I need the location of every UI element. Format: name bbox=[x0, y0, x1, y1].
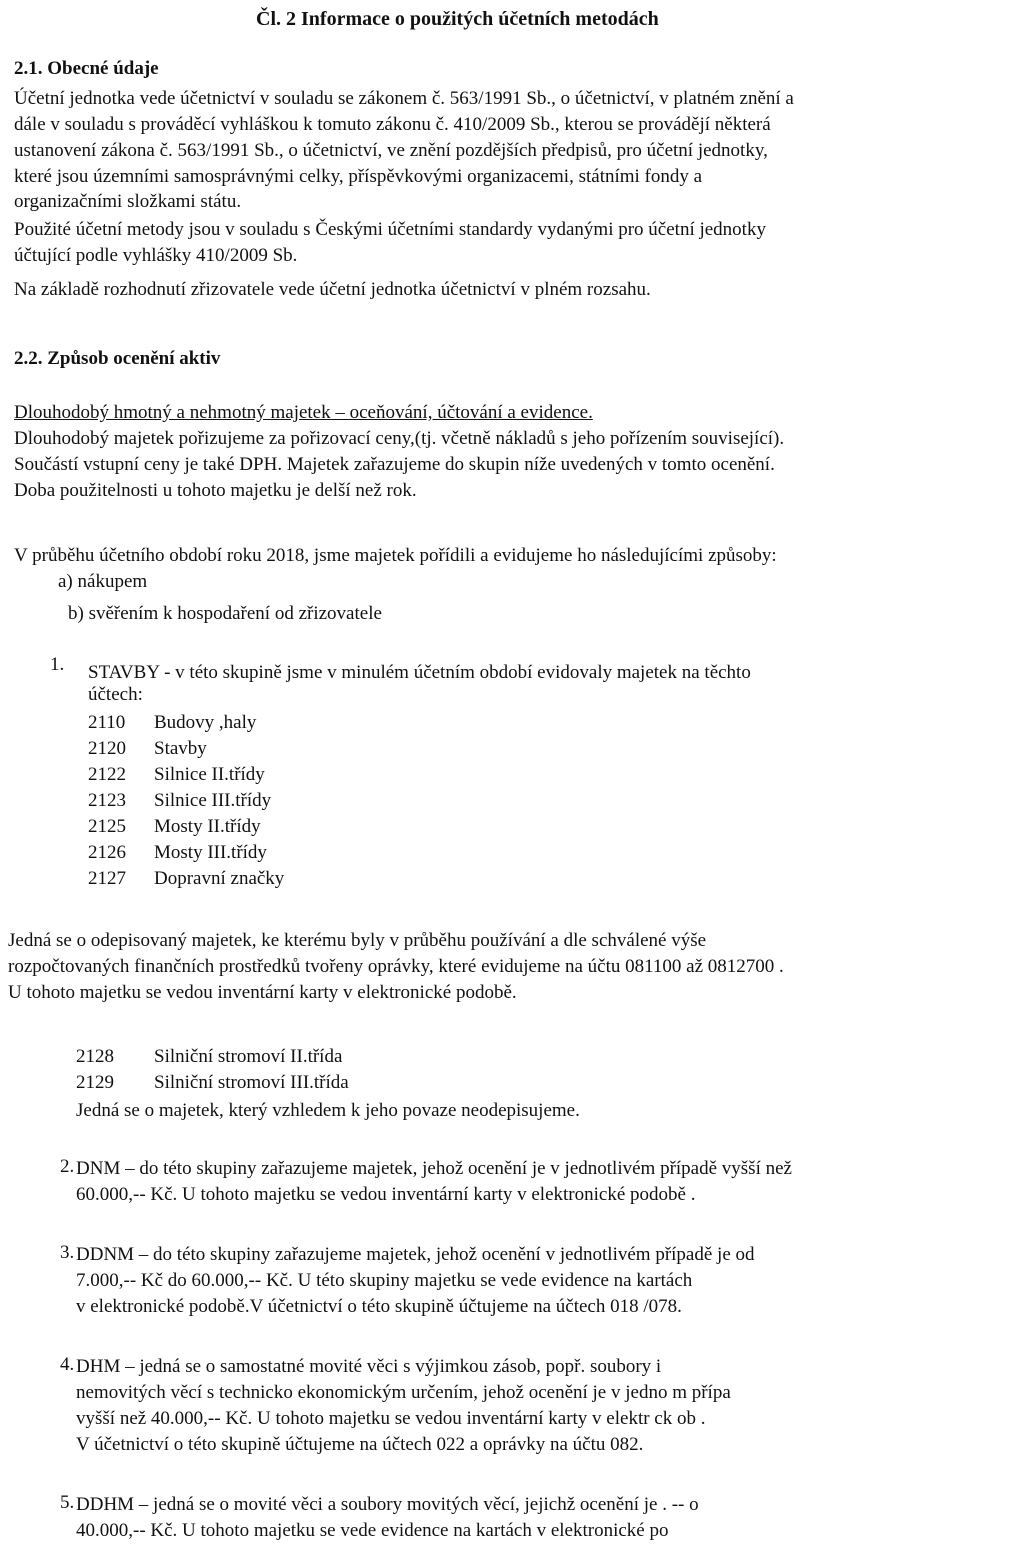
paragraph-line: účtující podle vyhlášky 410/2009 Sb. bbox=[14, 245, 298, 266]
list-item-line: v elektronické podobě.V účetnictví o této skupině účtujeme na účtech 018 /078. bbox=[76, 1296, 682, 1317]
paragraph-line: Dlouhodobý majetek pořizujeme za pořizovací ceny,(tj. včetně nákladů s jeho pořízením související). bbox=[14, 428, 785, 449]
paragraph-line: Součástí vstupní ceny je také DPH. Majetek zařazujeme do skupin níže uvedených v tomto ocenění. bbox=[14, 454, 775, 475]
account-name: Dopravní značky bbox=[154, 868, 285, 889]
list-item-line: V účetnictví o této skupině účtujeme na účtech 022 a oprávky na účtu 082. bbox=[76, 1434, 644, 1455]
list-item-line: DDNM – do této skupiny zařazujeme majetek, jehož ocenění v jednotlivém případě je od bbox=[76, 1244, 755, 1265]
account-name: Silniční stromoví III.třída bbox=[154, 1072, 349, 1093]
list-item-line: účtech: bbox=[88, 684, 143, 705]
account-code: 2122 bbox=[88, 764, 126, 785]
method-item: a) nákupem bbox=[58, 571, 148, 592]
paragraph-line: ustanovení zákona č. 563/1991 Sb., o účetnictví, ve znění pozdějších předpisů, pro účetní jednotky, bbox=[14, 140, 768, 161]
list-item-line: 7.000,-- Kč do 60.000,-- Kč. U této skupiny majetku se vede evidence na kartách bbox=[76, 1270, 693, 1291]
list-item-line: vyšší než 40.000,-- Kč. U tohoto majetku se vedou inventární karty v elektr ck ob . bbox=[76, 1408, 706, 1429]
paragraph-line: Jedná se o odepisovaný majetek, ke kterému byly v průběhu používání a dle schválené výše bbox=[8, 930, 707, 951]
paragraph-line: Jedná se o majetek, který vzhledem k jeho povaze neodepisujeme. bbox=[76, 1100, 580, 1121]
list-number: 2. bbox=[60, 1156, 75, 1177]
account-code: 2128 bbox=[76, 1046, 114, 1067]
account-code: 2126 bbox=[88, 842, 126, 863]
account-row bbox=[76, 1072, 349, 1094]
paragraph-line: Na základě rozhodnutí zřizovatele vede účetní jednotka účetnictví v plném rozsahu. bbox=[14, 279, 651, 300]
section-title-assets: 2.2. Způsob ocenění aktiv bbox=[14, 348, 221, 369]
account-row bbox=[88, 764, 265, 786]
account-name: Stavby bbox=[154, 738, 207, 759]
account-code: 2127 bbox=[88, 868, 126, 889]
list-number: 1. bbox=[50, 654, 65, 675]
list-item-line: 40.000,-- Kč. U tohoto majetku se vede evidence na kartách v elektronické po bbox=[76, 1520, 669, 1541]
account-code: 2120 bbox=[88, 738, 126, 759]
account-name: Silnice III.třídy bbox=[154, 790, 272, 811]
account-code: 2110 bbox=[88, 712, 126, 733]
list-item-line: DDHM – jedná se o movité věci a soubory movitých věcí, jejichž ocenění je . -- o bbox=[76, 1494, 699, 1515]
account-name: Mosty II.třídy bbox=[154, 816, 261, 837]
account-row bbox=[88, 738, 207, 760]
paragraph-line: rozpočtovaných finančních prostředků tvořeny oprávky, které evidujeme na účtu 081100 až 0812700 . bbox=[8, 956, 784, 977]
list-number: 3. bbox=[60, 1242, 75, 1263]
account-row bbox=[76, 1046, 342, 1068]
account-name: Mosty III.třídy bbox=[154, 842, 267, 863]
paragraph-line: Použité účetní metody jsou v souladu s Českými účetními standardy vydanými pro účetní jednotky bbox=[14, 219, 766, 240]
list-item-line: DHM – jedná se o samostatné movité věci s výjimkou zásob, popř. soubory i bbox=[76, 1356, 662, 1377]
chapter-heading: Čl. 2 Informace o použitých účetních metodách bbox=[256, 8, 659, 30]
section-subtitle: Dlouhodobý hmotný a nehmotný majetek – oceňování, účtování a evidence. bbox=[14, 402, 593, 423]
account-row bbox=[88, 816, 261, 838]
account-code: 2123 bbox=[88, 790, 126, 811]
account-row bbox=[88, 790, 271, 812]
paragraph-line: V průběhu účetního období roku 2018, jsme majetek pořídili a evidujeme ho následujícími způsoby: bbox=[14, 545, 777, 566]
list-item-line: nemovitých věcí s technicko ekonomickým určením, jehož ocenění je v jedno m přípa bbox=[76, 1382, 731, 1403]
list-number: 4. bbox=[60, 1354, 75, 1375]
account-row bbox=[88, 842, 267, 864]
list-item-line: 60.000,-- Kč. U tohoto majetku se vedou inventární karty v elektronické podobě . bbox=[76, 1184, 696, 1205]
paragraph-line: organizačními složkami státu. bbox=[14, 191, 242, 212]
section-title-general: 2.1. Obecné údaje bbox=[14, 58, 159, 79]
account-name: Budovy ,haly bbox=[154, 712, 257, 733]
paragraph-line: Účetní jednotka vede účetnictví v souladu se zákonem č. 563/1991 Sb., o účetnictví, v platném znění a bbox=[14, 88, 794, 109]
paragraph-line: dále v souladu s prováděcí vyhláškou k tomuto zákonu č. 410/2009 Sb., kterou se provádějí některá bbox=[14, 114, 771, 135]
account-row bbox=[88, 712, 256, 734]
list-number: 5. bbox=[60, 1492, 75, 1513]
account-code: 2129 bbox=[76, 1072, 114, 1093]
method-item: b) svěřením k hospodaření od zřizovatele bbox=[68, 603, 382, 624]
account-name: Silniční stromoví II.třída bbox=[154, 1046, 343, 1067]
paragraph-line: U tohoto majetku se vedou inventární karty v elektronické podobě. bbox=[8, 982, 517, 1003]
account-name: Silnice II.třídy bbox=[154, 764, 265, 785]
paragraph-line: které jsou územními samosprávnými celky, příspěvkovými organizacemi, státními fondy a bbox=[14, 166, 703, 187]
account-code: 2125 bbox=[88, 816, 126, 837]
paragraph-line: Doba použitelnosti u tohoto majetku je delší než rok. bbox=[14, 480, 417, 501]
account-row bbox=[88, 868, 284, 890]
list-item-line: DNM – do této skupiny zařazujeme majetek, jehož ocenění je v jednotlivém případě vyšší než bbox=[76, 1158, 792, 1179]
list-item-line: STAVBY - v této skupině jsme v minulém účetním období evidovaly majetek na těchto bbox=[88, 662, 751, 683]
